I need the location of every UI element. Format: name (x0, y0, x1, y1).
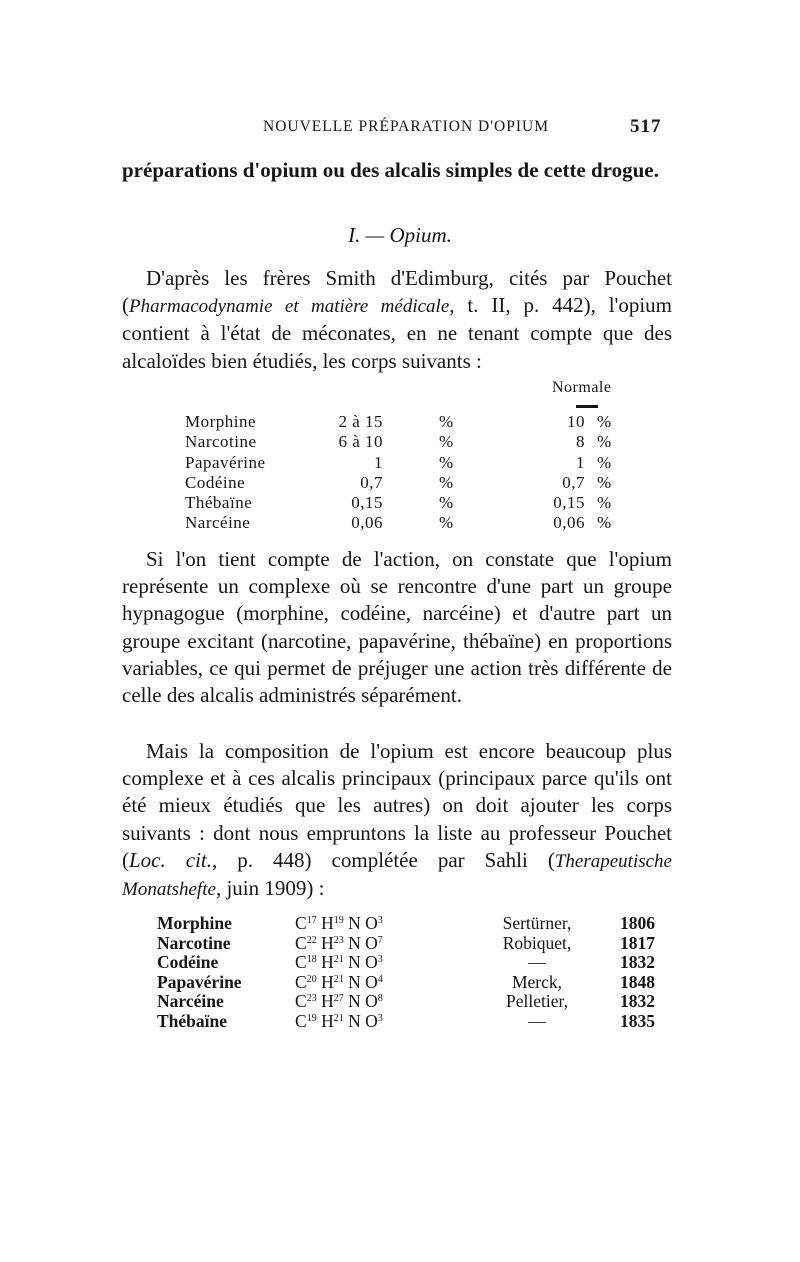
alkaloid-name: Papavérine (157, 971, 242, 992)
table-row (185, 453, 645, 473)
table-row (185, 513, 645, 533)
normal-value: 0,15 (553, 493, 585, 513)
hydrogen-count: 27 (333, 993, 344, 1004)
normal-value: 8 (576, 432, 585, 452)
paragraph-3-text-c: , juin 1909) : (215, 876, 325, 901)
paragraph-3-text-a: Mais la composition de l'opium est encore beaucoup plus complexe et à ces alcalis principaux (principaux parce qu'ils ont été mieux étudiés que les autres) on doit ajouter les corps suivants : dont nous empruntons la liste au professeur Pouchet ( (122, 739, 672, 872)
table-row (185, 473, 645, 493)
table-row (157, 972, 657, 992)
oxygen-count: 4 (377, 973, 383, 985)
alkaloid-name: Morphine (185, 412, 257, 431)
oxygen-count: 3 (377, 1012, 383, 1024)
table-row (157, 991, 657, 1011)
alkaloid-name: Narcéine (157, 991, 224, 1011)
chemical-formula: $C^{19}$ $H^{21}$ N $O^3$ (295, 1010, 383, 1031)
chemical-formula: $C^{22}$ $H^{23}$ N $O^7$ (295, 932, 383, 953)
intro-text: préparations d'opium ou des alcalis simples de cette drogue. (122, 158, 659, 182)
percent-sign: % (597, 472, 612, 492)
alkaloid-name: Narcotine (157, 932, 231, 953)
reference-loc-cit: Loc. cit. (129, 847, 213, 872)
table-row (157, 933, 657, 953)
paragraph-2 (122, 546, 672, 709)
discovery-year: 1817 (620, 932, 655, 953)
carbon-count: 22 (306, 934, 317, 946)
reference-journal: Therapeutische Monatshefte (122, 850, 672, 901)
oxygen-count: 3 (377, 915, 383, 926)
chemical-formula: $C^{18}$ $H^{21}$ N $O^3$ (295, 952, 383, 972)
page-header (0, 116, 800, 140)
alkaloid-formula-table (157, 913, 657, 1030)
carbon-count: 17 (306, 915, 317, 926)
percent-sign: % (439, 452, 454, 472)
percent-sign: % (439, 493, 454, 513)
discovery-year: 1806 (620, 913, 655, 933)
alkaloid-name: Morphine (157, 913, 232, 933)
normal-value: 0,06 (553, 513, 585, 533)
alkaloid-name: Thébaïne (185, 493, 253, 513)
hydrogen-count: 19 (333, 915, 344, 926)
chemical-formula: $C^{17}$ $H^{19}$ N $O^3$ (295, 913, 383, 933)
discoverer: Merck, (511, 971, 563, 992)
percent-sign: % (439, 412, 454, 431)
table-row (185, 432, 645, 452)
discovery-year: 1832 (620, 952, 655, 972)
range-value: 0,7 (360, 472, 383, 492)
alkaloid-name: Thébaïne (157, 1010, 228, 1031)
discoverer: Robiquet, (502, 932, 572, 953)
table-row (185, 412, 645, 432)
normal-value: 0,7 (562, 472, 585, 492)
paragraph-2-text: Si l'on tient compte de l'action, on constate que l'opium représente un complexe où se rencontre d'une part un groupe hypnagogue (morphine, codéine, narcéine) et d'autre part un groupe excitant (narcotine, papavérine, thébaïne) en proportions variables, ce qui permet de préjuger une action très différente de celle des alcalis administrés séparément. (122, 547, 672, 708)
discovery-year: 1848 (620, 971, 655, 992)
reference-title: Pharmacodynamie et matière médicale (129, 296, 450, 318)
paragraph-3 (122, 738, 672, 903)
oxygen-count: 7 (377, 934, 383, 946)
intro-paragraph (122, 157, 672, 184)
hydrogen-count: 21 (333, 954, 344, 965)
hydrogen-count: 21 (333, 1012, 344, 1024)
normal-value: 1 (576, 452, 585, 472)
hydrogen-count: 21 (333, 973, 344, 985)
alkaloid-name: Narcotine (185, 432, 257, 452)
page-number: 517 (630, 116, 662, 137)
alkaloid-name: Narcéine (185, 513, 251, 533)
table-row (185, 493, 645, 513)
running-head: NOUVELLE PRÉPARATION D'OPIUM (263, 118, 549, 135)
chemical-formula: $C^{20}$ $H^{21}$ N $O^4$ (295, 971, 383, 992)
percent-sign: % (439, 472, 454, 492)
paragraph-3-text-b: , p. 448) complétée par Sahli ( (212, 847, 555, 872)
carbon-count: 19 (306, 1012, 317, 1024)
discoverer: Sertürner, (502, 913, 572, 933)
carbon-count: 18 (306, 954, 317, 965)
range-value: 2 à 15 (338, 412, 383, 431)
paragraph-1-text-a: D'après les frères Smith d'Edimburg, cités par Pouchet ( (122, 266, 672, 318)
table-row (157, 913, 657, 933)
paragraph-1 (122, 265, 672, 375)
table-1-normal-header: Normale (552, 379, 612, 396)
discovery-year: 1835 (620, 1010, 655, 1031)
section-title: I. — Opium. (348, 223, 452, 247)
discoverer: Pelletier, (506, 991, 568, 1011)
percent-sign: % (597, 513, 612, 533)
oxygen-count: 3 (377, 954, 383, 965)
chemical-formula: $C^{23}$ $H^{27}$ N $O^8$ (295, 991, 383, 1011)
range-value: 0,06 (351, 513, 383, 533)
percent-sign: % (597, 452, 612, 472)
carbon-count: 23 (306, 993, 317, 1004)
table-row (157, 1011, 657, 1031)
range-value: 0,15 (351, 493, 383, 513)
normal-value: 10 (567, 412, 585, 431)
table-1-header-dash (576, 405, 598, 408)
percent-sign: % (597, 493, 612, 513)
table-row (157, 952, 657, 972)
percent-sign: % (439, 432, 454, 452)
discoverer: — (528, 1010, 546, 1031)
oxygen-count: 8 (377, 993, 383, 1004)
alkaloid-name: Codéine (157, 952, 219, 972)
percent-sign: % (597, 412, 612, 431)
range-value: 6 à 10 (338, 432, 383, 452)
alkaloid-name: Papavérine (185, 452, 266, 472)
range-value: 1 (374, 452, 383, 472)
carbon-count: 20 (306, 973, 317, 985)
paragraph-1-text-b: , t. II, p. 442), l'opium contient à l'état de méconates, en ne tenant compte que des alcaloïdes bien étudiés, les corps suivants : (122, 293, 672, 373)
alkaloid-name: Codéine (185, 472, 246, 492)
percent-sign: % (439, 513, 454, 533)
discovery-year: 1832 (620, 991, 655, 1011)
percent-sign: % (597, 432, 612, 452)
hydrogen-count: 23 (333, 934, 344, 946)
discoverer: — (528, 952, 546, 972)
alkaloid-proportion-table (185, 412, 645, 534)
